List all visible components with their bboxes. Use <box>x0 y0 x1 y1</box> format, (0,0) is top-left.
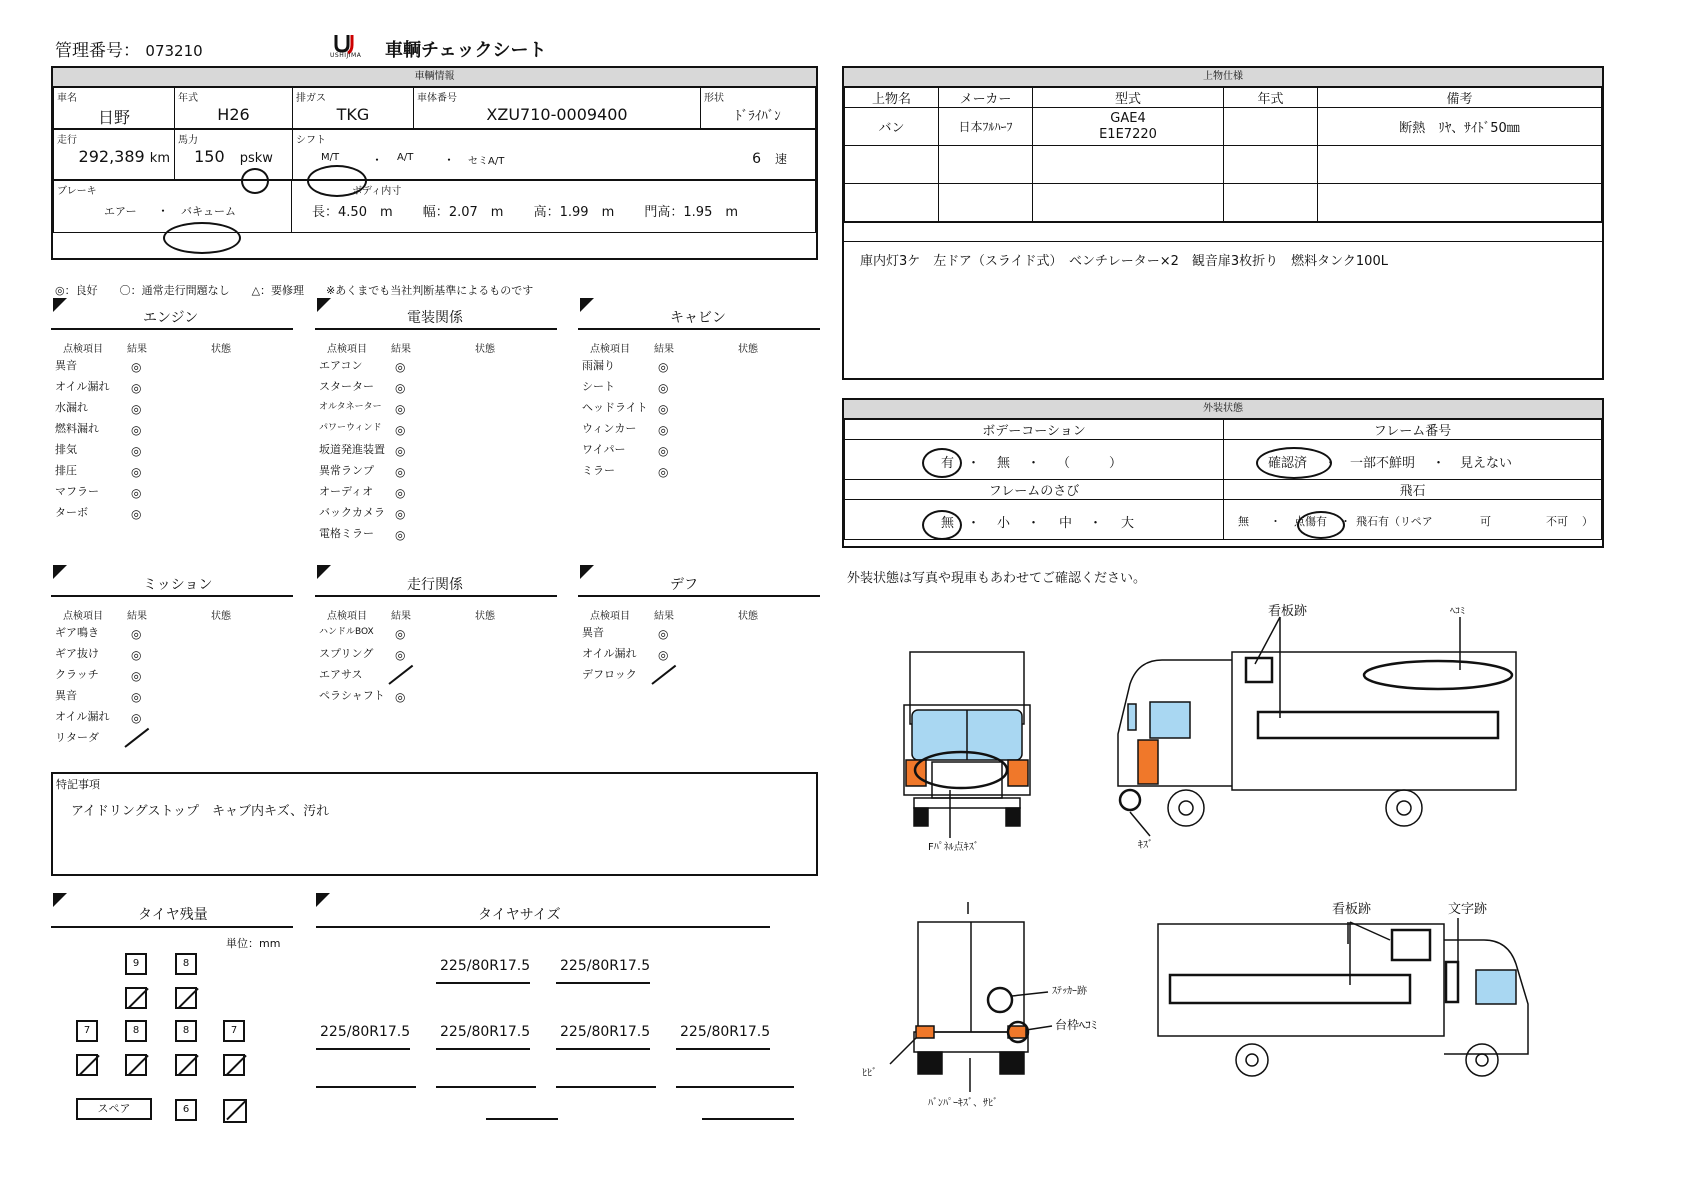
electric-result-ok: ◎ <box>395 360 406 374</box>
gears-unit: 速 <box>774 152 787 166</box>
frame-partial: 一部不鮮明 <box>1350 456 1416 471</box>
spare-label-box <box>76 1098 152 1120</box>
cabin-section-marker <box>580 298 594 312</box>
chip-repair-ng: 不可 <box>1546 515 1568 528</box>
electric-section-marker <box>317 298 331 312</box>
power-unit-ps: ps <box>239 151 255 166</box>
brake-vacuum: バキューム <box>181 205 236 218</box>
shift-semi-at: セミA/T <box>468 156 505 167</box>
mission-result-ok: ◎ <box>131 648 142 662</box>
running-item: ペラシャフト <box>319 689 385 702</box>
upper-remarks: 庫内灯3ケ 左ドア（スライド式） ベンチレーター×2 観音扉3枚折り 燃料タンク100L <box>844 241 1602 277</box>
diff-result-ok: ◎ <box>658 648 669 662</box>
shift-mt: M/T <box>321 152 340 163</box>
rear-tire-size: 225/80R17.5 <box>680 1024 771 1040</box>
engine-item: オイル漏れ <box>55 380 110 393</box>
tire-size-blank-line <box>702 1118 794 1120</box>
rear-bumper-note: ﾊﾞﾝﾊﾟｰｷｽﾞ、ｻﾋﾞ <box>928 1098 998 1109</box>
electric-col-result: 結果 <box>391 344 411 355</box>
shift-label: シフト <box>296 135 326 146</box>
length-unit: m <box>379 205 393 220</box>
cabin-rule <box>578 328 820 330</box>
coat-no: 無 <box>997 456 1011 471</box>
length-value: 4.50 <box>338 205 367 220</box>
upper-model-value-2: E1E7220 <box>1099 126 1157 142</box>
engine-result-ok: ◎ <box>131 402 142 416</box>
tire-remaining-rule <box>51 926 293 928</box>
upper-model-header: 型式 <box>1033 88 1224 108</box>
page-title: 車輌チェックシート <box>385 40 547 61</box>
tire-section-marker <box>53 893 67 907</box>
power-ps-circle <box>241 168 269 194</box>
rear-tire-value: 7 <box>223 1020 245 1042</box>
rust-dot-2: ・ <box>1027 516 1041 531</box>
special-notes-label: 特記事項 <box>56 778 100 791</box>
electric-rule <box>315 328 557 330</box>
frame-confirmed: 確認済 <box>1268 456 1308 471</box>
power-label: 馬力 <box>178 135 198 146</box>
engine-result-ok: ◎ <box>131 444 142 458</box>
rust-dot-1: ・ <box>967 516 981 531</box>
electric-item: パワーウィンド <box>319 423 382 433</box>
diff-item: デフロック <box>582 668 637 681</box>
engine-item: ターボ <box>55 506 88 519</box>
mission-rule <box>51 595 293 597</box>
mgmt-value: 073210 <box>145 42 203 60</box>
front-tire-size: 225/80R17.5 <box>560 958 651 974</box>
height-value: 1.99 <box>559 205 589 220</box>
electric-result-ok: ◎ <box>395 402 406 416</box>
electric-item: 電格ミラー <box>319 527 374 540</box>
shape-value: ﾄﾞﾗｲﾊﾞﾝ <box>735 109 781 124</box>
tire-size-blank-line <box>556 1086 656 1088</box>
diff-section-marker <box>580 565 594 579</box>
rust-dot-3: ・ <box>1089 516 1103 531</box>
rear-tire-empty <box>125 1054 147 1076</box>
truck-side-view <box>1118 617 1516 836</box>
diff-col-item: 点検項目 <box>590 611 630 622</box>
brake-air: エアー <box>104 205 137 218</box>
engine-result-ok: ◎ <box>131 423 142 437</box>
mgmt-number <box>55 36 203 61</box>
brake-vacuum-circle <box>163 222 241 254</box>
brake-dot: ・ <box>157 204 170 218</box>
rear-tire-value: 8 <box>125 1020 147 1042</box>
frame-dot-2: ・ <box>1432 456 1446 471</box>
cabin-item: ウィンカー <box>582 422 637 435</box>
spare-tire-value: 6 <box>175 1099 197 1121</box>
frame-not-visible: 見えない <box>1460 456 1513 471</box>
electric-item: エアコン <box>319 359 363 372</box>
front-tire-value: 9 <box>125 953 147 975</box>
mission-title: ミッション <box>143 577 213 593</box>
coat-dot-2: ・ <box>1027 456 1041 471</box>
gas-value: TKG <box>336 105 370 124</box>
running-item: ハンドルBOX <box>319 627 374 637</box>
electric-result-ok: ◎ <box>395 381 406 395</box>
electric-result-ok: ◎ <box>395 507 406 521</box>
width-unit: m <box>490 205 504 220</box>
engine-item: 排圧 <box>55 464 77 477</box>
truck-front-view <box>904 652 1030 838</box>
diff-item: 異音 <box>582 626 604 639</box>
engine-result-ok: ◎ <box>131 381 142 395</box>
engine-result-ok: ◎ <box>131 465 142 479</box>
diff-rule <box>578 595 820 597</box>
chip-repair: 飛石有（リペア <box>1356 515 1433 528</box>
electric-item: バックカメラ <box>319 506 385 519</box>
rear-tire-size-line <box>556 1048 650 1050</box>
legend: ◎：良好 〇：通常走行問題なし △：要修理 ※あくまでも当社判断基準によるものです <box>55 284 534 297</box>
upper-note-header: 備考 <box>1318 88 1602 108</box>
tire-unit: 単位：mm <box>226 937 281 950</box>
mgmt-label: 管理番号： <box>55 41 140 61</box>
chip-dent: 点傷有 <box>1294 515 1327 528</box>
upper-maker-value: 日本ﾌﾙﾊｰﾌ <box>939 108 1033 146</box>
coat-yes-circle <box>922 448 962 478</box>
brake-label: ブレーキ <box>57 186 97 197</box>
mission-item: オイル漏れ <box>55 710 110 723</box>
chip-label: 飛石 <box>1224 480 1602 500</box>
mission-item: クラッチ <box>55 668 99 681</box>
electric-item: 異常ランプ <box>319 464 374 477</box>
maker-label: 車名 <box>57 93 77 104</box>
rear-tire-empty <box>175 1054 197 1076</box>
chip-dot-1: ・ <box>1270 515 1281 528</box>
tire-size-blank-line <box>486 1118 558 1120</box>
cabin-title: キャビン <box>670 310 726 326</box>
electric-result-ok: ◎ <box>395 486 406 500</box>
engine-result-ok: ◎ <box>131 507 142 521</box>
special-notes-panel <box>51 772 818 876</box>
side-scratch-note: ｷｽﾞ <box>1138 840 1153 851</box>
cabin-item: 雨漏り <box>582 359 615 372</box>
mission-col-result: 結果 <box>127 611 147 622</box>
mission-result-ok: ◎ <box>131 669 142 683</box>
cabin-result-ok: ◎ <box>658 444 669 458</box>
diff-title: デフ <box>670 577 698 593</box>
power-value: 150 <box>194 147 225 166</box>
shift-dot-1: ・ <box>371 153 384 167</box>
diff-col-state: 状態 <box>738 611 758 622</box>
diff-col-result: 結果 <box>654 611 674 622</box>
gate-value: 1.95 <box>683 205 713 220</box>
company-logo <box>330 33 374 61</box>
upper-note-value: 断熱 ﾘﾔ、ｻｲﾄﾞ50㎜ <box>1318 108 1602 146</box>
left-sign-note: 看板跡 <box>1332 902 1372 917</box>
upper-year-value <box>1224 108 1318 146</box>
cabin-col-item: 点検項目 <box>590 344 630 355</box>
engine-item: マフラー <box>55 485 99 498</box>
diff-result-na <box>651 665 676 685</box>
shift-at: A/T <box>397 152 414 163</box>
rear-tire-size-line <box>316 1048 410 1050</box>
height-unit: m <box>601 205 615 220</box>
mission-item: 異音 <box>55 689 77 702</box>
cabin-result-ok: ◎ <box>658 360 669 374</box>
gears-value: 6 <box>752 151 761 167</box>
height-label: 高： <box>533 205 560 220</box>
coat-label: ボデーコーション <box>845 420 1224 440</box>
cabin-item: ワイパー <box>582 443 626 456</box>
logo-text: USHIJIMA <box>330 52 362 59</box>
rust-big: 大 <box>1121 516 1135 531</box>
mission-item: ギア抜け <box>55 647 99 660</box>
spare-label: スペア <box>97 1102 131 1115</box>
front-tire-size-line <box>436 982 530 984</box>
tire-size-blank-line <box>676 1086 794 1088</box>
shift-dot-2: ・ <box>443 153 456 167</box>
chip-dot-2: ・ <box>1340 515 1351 528</box>
electric-result-ok: ◎ <box>395 465 406 479</box>
front-tire-empty <box>125 987 147 1009</box>
upper-model-value-1: GAE4 <box>1110 110 1146 126</box>
rear-crack-note: ﾋﾋﾞ <box>862 1068 877 1079</box>
cabin-item: ヘッドライト <box>582 401 648 414</box>
upper-type-value: バン <box>845 108 939 146</box>
shift-mt-circle <box>307 165 367 197</box>
running-item: エアサス <box>319 668 363 681</box>
engine-col-result: 結果 <box>127 344 147 355</box>
rust-small: 小 <box>997 516 1011 531</box>
chip-dent-circle <box>1297 511 1345 539</box>
running-result-ok: ◎ <box>395 627 406 641</box>
running-rule <box>315 595 557 597</box>
upper-type-header: 上物名 <box>845 88 939 108</box>
running-col-result: 結果 <box>391 611 411 622</box>
upper-spec-header: 上物仕様 <box>844 68 1602 87</box>
cabin-col-result: 結果 <box>654 344 674 355</box>
rear-sticker-note: ｽﾃｯｶｰ跡 <box>1052 986 1087 997</box>
tire-size-title: タイヤサイズ <box>478 907 561 923</box>
front-panel-note: Fﾊﾟﾈﾙ点ｷｽﾞ <box>928 842 979 853</box>
running-col-item: 点検項目 <box>327 611 367 622</box>
vehicle-info-header: 車輌情報 <box>53 68 816 87</box>
electric-title: 電装関係 <box>407 310 463 326</box>
front-tire-size: 225/80R17.5 <box>440 958 531 974</box>
engine-title: エンジン <box>143 310 199 326</box>
diff-result-ok: ◎ <box>658 627 669 641</box>
truck-rear-view <box>890 902 1052 1092</box>
rear-tire-value: 8 <box>175 1020 197 1042</box>
front-tire-value: 8 <box>175 953 197 975</box>
upper-year-header: 年式 <box>1224 88 1318 108</box>
running-section-marker <box>317 565 331 579</box>
running-result-na <box>388 665 413 685</box>
mission-result-ok: ◎ <box>131 627 142 641</box>
engine-result-ok: ◎ <box>131 486 142 500</box>
engine-rule <box>51 328 293 330</box>
side-sign-note: 看板跡 <box>1268 604 1308 619</box>
year-label: 年式 <box>178 93 198 104</box>
engine-col-item: 点検項目 <box>63 344 103 355</box>
gate-label: 門高： <box>644 205 684 220</box>
frame-no-label: フレーム番号 <box>1224 420 1602 440</box>
electric-item: 坂道発進装置 <box>319 443 385 456</box>
engine-section-marker <box>53 298 67 312</box>
rear-tire-value: 7 <box>76 1020 98 1042</box>
electric-col-item: 点検項目 <box>327 344 367 355</box>
rear-tire-size: 225/80R17.5 <box>560 1024 651 1040</box>
mission-result-na <box>124 728 149 748</box>
engine-item: 異音 <box>55 359 77 372</box>
vin-label: 車体番号 <box>417 93 457 104</box>
rear-tire-size: 225/80R17.5 <box>320 1024 411 1040</box>
frame-confirmed-circle <box>1256 447 1332 479</box>
running-col-state: 状態 <box>475 611 495 622</box>
truck-diagrams <box>842 590 1662 1130</box>
mission-col-item: 点検項目 <box>63 611 103 622</box>
electric-result-ok: ◎ <box>395 423 406 437</box>
tire-size-rule <box>316 926 770 928</box>
coat-dot-1: ・ <box>967 456 981 471</box>
diff-item: オイル漏れ <box>582 647 637 660</box>
mission-col-state: 状態 <box>211 611 231 622</box>
cabin-item: ミラー <box>582 464 615 477</box>
power-unit-kw: kw <box>254 151 273 166</box>
mileage-value: 292,389 <box>78 147 145 166</box>
running-title: 走行関係 <box>407 577 463 593</box>
cabin-result-ok: ◎ <box>658 465 669 479</box>
running-item: スプリング <box>319 647 374 660</box>
rust-label: フレームのさび <box>845 480 1224 500</box>
year-value: H26 <box>217 105 250 124</box>
length-label: 長： <box>312 205 339 220</box>
rust-none: 無 <box>941 516 955 531</box>
tire-size-blank-line <box>316 1086 416 1088</box>
chip-none: 無 <box>1238 515 1249 528</box>
electric-result-ok: ◎ <box>395 444 406 458</box>
rear-tire-size-line <box>676 1048 770 1050</box>
tire-size-blank-line <box>436 1086 536 1088</box>
engine-result-ok: ◎ <box>131 360 142 374</box>
side-dent-note: ﾍｺﾐ <box>1450 606 1465 617</box>
chip-repair-ok: 可 <box>1480 515 1491 528</box>
mission-section-marker <box>53 565 67 579</box>
maker-value: 日野 <box>97 108 130 127</box>
frame-dot-1: ・ <box>1324 456 1338 471</box>
mission-result-ok: ◎ <box>131 690 142 704</box>
coat-paren: （ ） <box>1057 456 1123 471</box>
cabin-result-ok: ◎ <box>658 402 669 416</box>
electric-item: オーディオ <box>319 485 374 498</box>
running-result-ok: ◎ <box>395 690 406 704</box>
mission-result-ok: ◎ <box>131 711 142 725</box>
rear-tire-empty <box>223 1054 245 1076</box>
mileage-label: 走行 <box>57 135 77 146</box>
body-dim-label: ボディ内寸 <box>352 186 402 197</box>
rear-tire-empty <box>76 1054 98 1076</box>
truck-left-view <box>1158 918 1528 1076</box>
rear-tire-size-line <box>436 1048 530 1050</box>
electric-col-state: 状態 <box>475 344 495 355</box>
upper-spec-panel <box>842 66 1604 380</box>
electric-result-ok: ◎ <box>395 528 406 542</box>
engine-col-state: 状態 <box>211 344 231 355</box>
electric-item: スターター <box>319 380 374 393</box>
mission-item: リターダ <box>55 731 99 744</box>
tire-remaining-title: タイヤ残量 <box>138 907 208 923</box>
front-tire-size-line <box>556 982 650 984</box>
upper-maker-header: メーカー <box>939 88 1033 108</box>
chip-close: ） <box>1582 515 1593 528</box>
gate-unit: m <box>725 205 739 220</box>
engine-item: 燃料漏れ <box>55 422 99 435</box>
rust-none-circle <box>922 510 962 540</box>
gas-label: 排ガス <box>296 93 326 104</box>
width-value: 2.07 <box>448 205 478 220</box>
cabin-result-ok: ◎ <box>658 423 669 437</box>
rust-mid: 中 <box>1059 516 1073 531</box>
exterior-header: 外装状態 <box>844 400 1602 419</box>
special-notes-text: アイドリングストップ キャブ内キズ、汚れ <box>71 804 330 819</box>
front-tire-empty <box>175 987 197 1009</box>
width-label: 幅： <box>422 205 449 220</box>
rear-tire-size: 225/80R17.5 <box>440 1024 531 1040</box>
tire-size-marker <box>316 893 330 907</box>
left-text-note: 文字跡 <box>1448 902 1488 917</box>
engine-item: 排気 <box>55 443 77 456</box>
electric-item: オルタネーター <box>319 402 382 412</box>
cabin-col-state: 状態 <box>738 344 758 355</box>
shape-label: 形状 <box>704 93 724 104</box>
running-result-ok: ◎ <box>395 648 406 662</box>
spare-tire-empty <box>223 1099 247 1123</box>
mission-item: ギア鳴き <box>55 626 99 639</box>
mileage-unit: km <box>149 151 170 166</box>
exterior-notice: 外装状態は写真や現車もあわせてご確認ください。 <box>847 571 1147 586</box>
cabin-result-ok: ◎ <box>658 381 669 395</box>
coat-yes: 有 <box>941 456 955 471</box>
rear-frame-note: 台枠ﾍｺﾐ <box>1055 1018 1098 1032</box>
cabin-item: シート <box>582 380 615 393</box>
vin-value: XZU710-0009400 <box>486 105 628 124</box>
engine-item: 水漏れ <box>55 401 88 414</box>
